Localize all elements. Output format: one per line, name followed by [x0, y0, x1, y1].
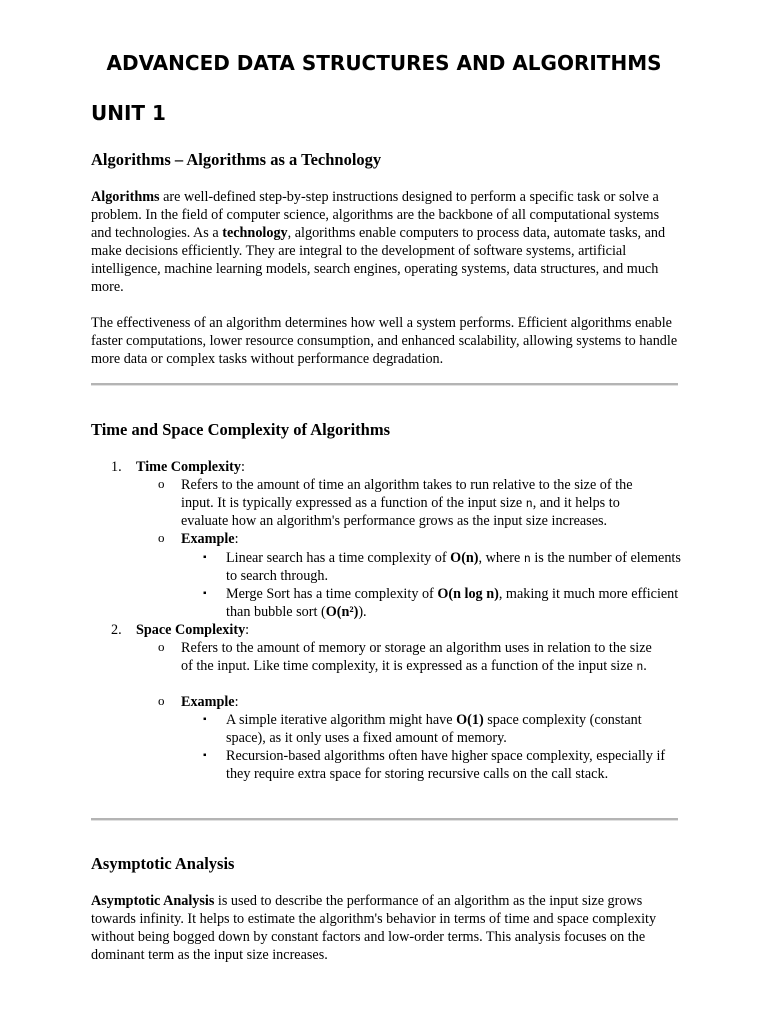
square-bullet-icon: ▪	[203, 588, 207, 599]
asymptotic-paragraph	[91, 892, 681, 964]
example-recursion: Recursion-based algorithms often have higher space complexity, especially if they require extra space for storing recursive calls on the call stack.	[226, 748, 666, 782]
text: Linear search has a time complexity of	[226, 550, 451, 566]
paragraph-text: , algorithms enable computers to process data, automate tasks, and make decisions efficiently. They are integral to the development of software systems, artificial intelligence, machine learning models, search engines, operating systems, data structures, and much more.	[91, 225, 666, 295]
list-item-label	[136, 621, 249, 639]
big-o-notation: O(n²)	[325, 604, 359, 620]
circle-bullet-icon: o	[158, 693, 165, 708]
example-merge-sort	[226, 585, 681, 621]
text: , and it helps to evaluate how an algorithm's performance grows as the input size increases.	[181, 495, 620, 529]
big-o-notation: O(n log n)	[437, 586, 499, 602]
text: space complexity (constant space), as it only uses a fixed amount of memory.	[226, 712, 642, 746]
text: , where	[478, 550, 524, 566]
section-heading-complexity: Time and Space Complexity of Algorithms	[91, 420, 390, 439]
code-n: n	[636, 659, 644, 673]
sub-item-text: Example:	[181, 531, 239, 547]
square-bullet-icon: ▪	[203, 552, 207, 563]
list-item-label	[136, 458, 245, 476]
big-o-notation: O(n)	[450, 550, 479, 566]
sub-item-text: Example:	[181, 694, 239, 710]
text: is the number of elements to search through.	[226, 550, 681, 584]
colon: :	[245, 622, 250, 638]
example-iterative	[226, 711, 681, 747]
text: .	[643, 658, 647, 674]
text: ).	[358, 604, 367, 620]
example-linear-search	[226, 549, 681, 585]
term-space-complexity: Space Complexity	[136, 622, 246, 638]
sub-item-text	[181, 476, 661, 530]
section-heading-asymptotic: Asymptotic Analysis	[91, 854, 235, 873]
square-bullet-icon: ▪	[203, 714, 207, 725]
text: Refers to the amount of memory or storage an algorithm uses in relation to the size of the input. Like time complexity, it is expressed as a function of the input size	[181, 640, 652, 674]
sub-item-text	[181, 639, 661, 675]
horizontal-divider	[91, 818, 678, 821]
algorithms-paragraph	[91, 188, 681, 296]
section-heading-algorithms: Algorithms – Algorithms as a Technology	[91, 150, 382, 169]
horizontal-divider	[91, 383, 678, 386]
example-label: Example	[181, 694, 235, 710]
colon: :	[240, 459, 245, 475]
square-bullet-icon: ▪	[203, 750, 207, 761]
term-technology: technology	[222, 225, 288, 241]
list-number: 1.	[111, 459, 122, 475]
example-label: Example	[181, 531, 235, 547]
term-asymptotic-analysis: Asymptotic Analysis	[91, 893, 215, 909]
text: A simple iterative algorithm might have	[226, 712, 457, 728]
code-n: n	[523, 551, 531, 565]
list-number: 2.	[111, 622, 122, 638]
effectiveness-paragraph: The effectiveness of an algorithm determines how well a system performs. Efficient algorithms enable faster computations, lower resource consumption, and enhanced scalability, allowing systems to handle more data or complex tasks without performance degradation.	[91, 315, 678, 367]
text: Merge Sort has a time complexity of	[226, 586, 438, 602]
document-title: ADVANCED DATA STRUCTURES AND ALGORITHMS	[106, 51, 662, 75]
circle-bullet-icon: o	[158, 639, 165, 654]
text: Refers to the amount of time an algorithm takes to run relative to the size of the input. It is typically expressed as a function of the input size	[181, 477, 633, 511]
term-algorithms: Algorithms	[91, 189, 160, 205]
circle-bullet-icon: o	[158, 476, 165, 491]
code-n: n	[525, 496, 533, 510]
term-time-complexity: Time Complexity	[136, 459, 241, 475]
circle-bullet-icon: o	[158, 530, 165, 545]
paragraph-text: are well-defined step-by-step instructions designed to perform a specific task or solve a problem. In the field of computer science, algorithms are the backbone of all computational systems and technologies. As a	[91, 189, 660, 241]
text: , making it much more efficient than bubble sort (	[226, 586, 679, 620]
unit-heading: UNIT 1	[91, 101, 166, 125]
big-o-notation: O(1)	[456, 712, 484, 728]
paragraph-text: is used to describe the performance of an algorithm as the input size grows towards infinity. It helps to estimate the algorithm's behavior in terms of time and space complexity without being bogged down by constant factors and low-order terms. This analysis focuses on the dominant term as the input size increases.	[91, 893, 657, 963]
